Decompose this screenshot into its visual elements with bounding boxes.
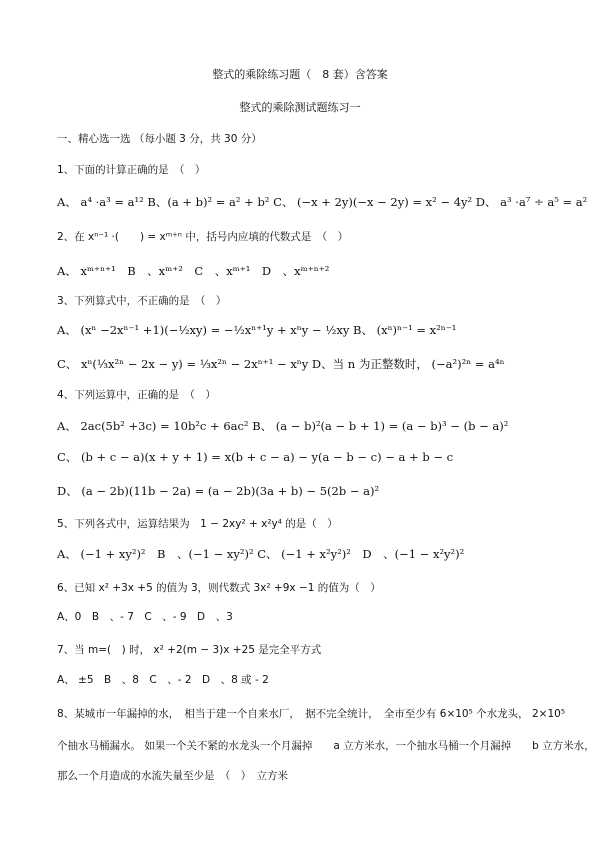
document-title: 整式的乘除练习题（ 8 套）含答案 — [212, 68, 388, 81]
question-4-option-ab: A、 2ac(5b² +3c) = 10b²c + 6ac² B、 (a − b)²(a − b + 1) = (a − b)³ − (b − a)² — [57, 419, 509, 433]
question-4-option-c: C、 (b + c − a)(x + y + 1) = x(b + c − a) − y(a − b − c) − a + b − c — [57, 450, 454, 464]
section-heading: 一、精心选一选 （每小题 3 分，共 30 分） — [57, 133, 262, 145]
question-2-stem: 2、在 xⁿ⁻¹ ·( ) = xᵐ⁺ⁿ 中，括号内应填的代数式是 （ ） — [57, 231, 349, 243]
question-5-stem: 5、下列各式中，运算结果为 1 − 2xy² + x²y⁴ 的是（ ） — [57, 518, 338, 530]
question-7-stem: 7、当 m=( ) 时， x² +2(m − 3)x +25 是完全平方式 — [57, 644, 322, 656]
question-3-option-cd: C、 xⁿ(⅓x²ⁿ − 2x − y) = ⅓x²ⁿ − 2xⁿ⁺¹ − xⁿy D、当 n 为正整数时， (−a²)²ⁿ = a⁴ⁿ — [57, 357, 505, 371]
question-8-line-3: 那么一个月造成的水流失量至少是 （ ） 立方米 — [57, 770, 288, 782]
document-subtitle: 整式的乘除测试题练习一 — [239, 101, 361, 114]
question-6-options: A、0 B 、- 7 C 、- 9 D 、3 — [57, 611, 233, 623]
question-4-stem: 4、下列运算中，正确的是 （ ） — [57, 389, 216, 401]
question-1-stem: 1、下面的计算正确的是 （ ） — [57, 164, 206, 176]
question-1-options: A、 a⁴ ·a³ = a¹² B、(a + b)² = a² + b² C、 (−x + 2y)(−x − 2y) = x² − 4y² D、 a³ ·a⁷ ÷ a⁵ = a² — [57, 195, 588, 209]
question-2-options: A、 xᵐ⁺ⁿ⁺¹ B 、xᵐ⁺² C 、xᵐ⁺¹ D 、xᵐ⁺ⁿ⁺² — [57, 264, 330, 278]
question-8-stem: 8、某城市一年漏掉的水， 相当于建一个自来水厂， 据不完全统计， 全市至少有 6×10⁵ 个水龙头， 2×10⁵ — [57, 708, 566, 720]
question-8-line-2: 个抽水马桶漏水。 如果一个关不紧的水龙头一个月漏掉 a 立方米水，一个抽水马桶一个月漏掉 b 立方米水， — [57, 740, 595, 752]
question-5-options: A、 (−1 + xy²)² B 、(−1 − xy²)² C、 (−1 + x²y²)² D 、(−1 − x²y²)² — [57, 547, 465, 561]
question-4-option-d: D、 (a − 2b)(11b − 2a) = (a − 2b)(3a + b) − 5(2b − a)² — [57, 484, 380, 498]
question-7-options: A、 ±5 B 、8 C 、- 2 D 、8 或 - 2 — [57, 674, 269, 686]
question-3-option-ab: A、 (xⁿ −2xⁿ⁻¹ +1)(−½xy) = −½xⁿ⁺¹y + xⁿy − ½xy B、 (xⁿ)ⁿ⁻¹ = x²ⁿ⁻¹ — [57, 323, 457, 337]
question-3-stem: 3、下列算式中，不正确的是 （ ） — [57, 295, 227, 307]
question-6-stem: 6、已知 x² +3x +5 的值为 3，则代数式 3x² +9x −1 的值为（ ） — [57, 582, 381, 594]
